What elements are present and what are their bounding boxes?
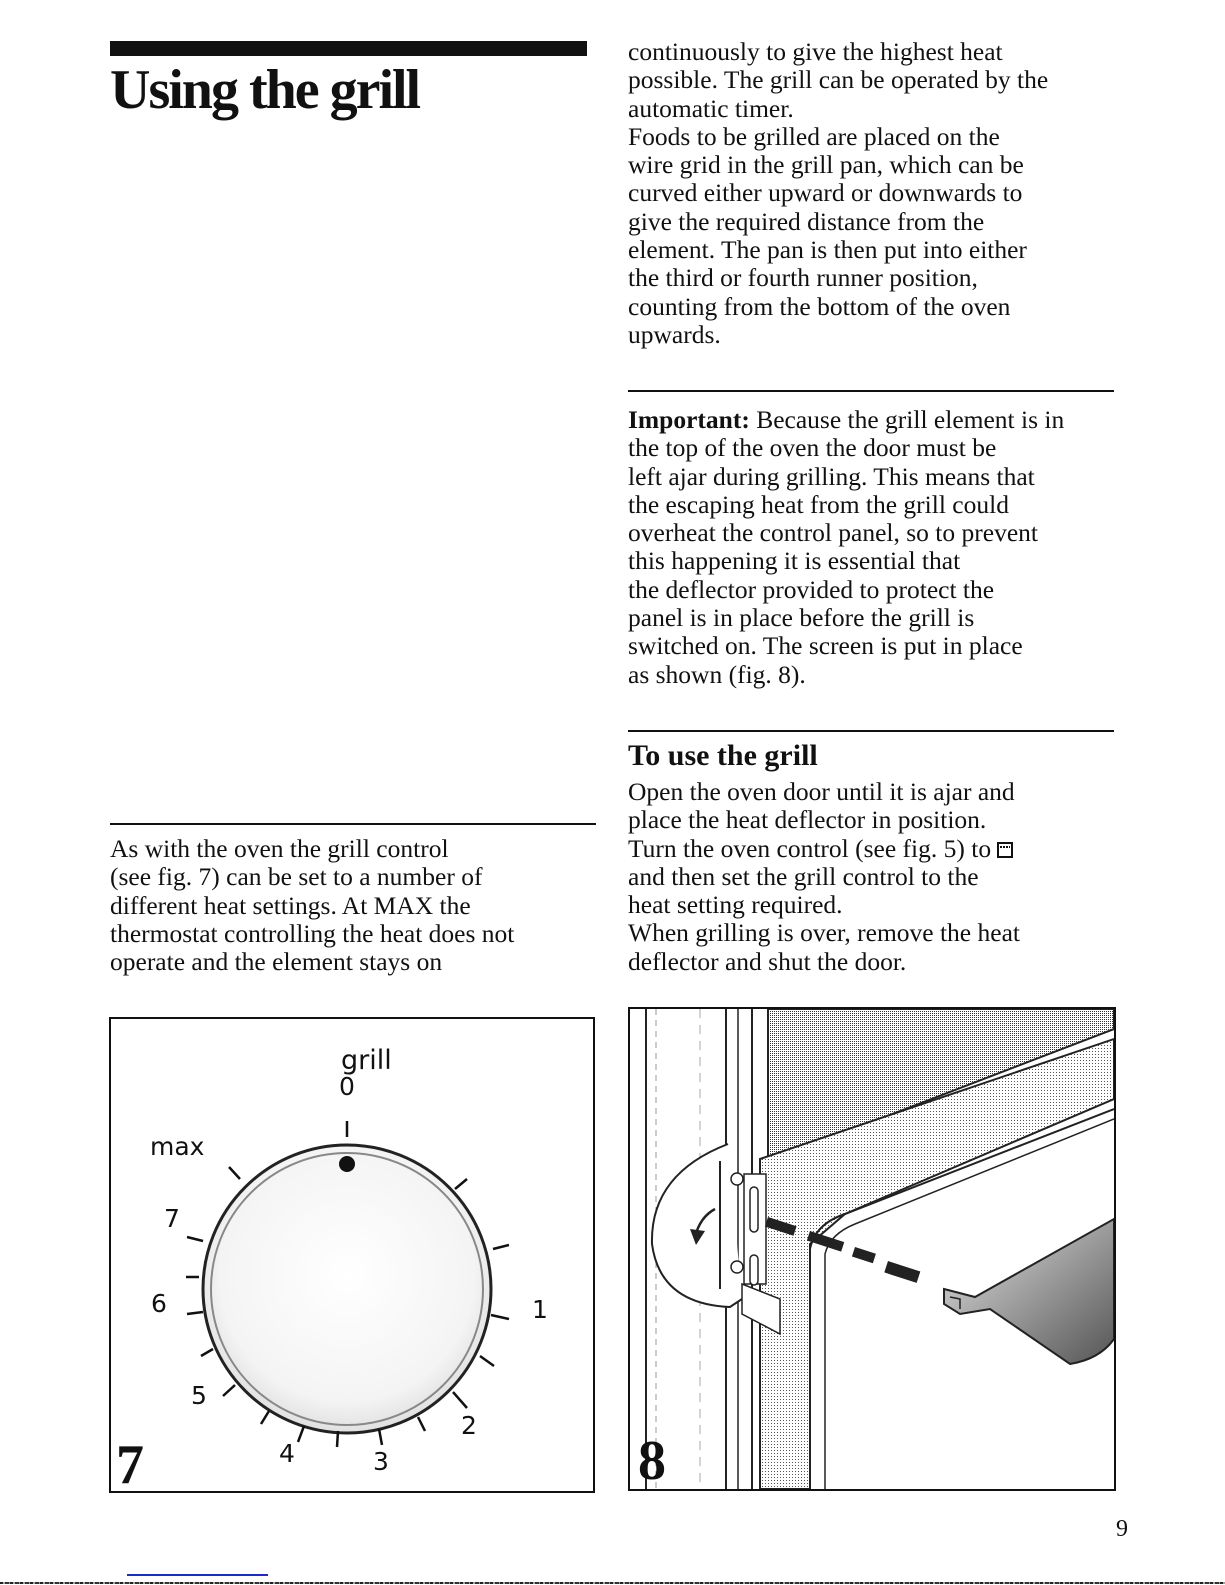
dial-label-5: 5: [191, 1381, 207, 1410]
important-first-line: Because the grill element is in: [749, 405, 1065, 434]
dial-label-3: 3: [373, 1447, 389, 1476]
text-line: panel is in place before the grill is: [628, 603, 975, 633]
text-line: Foods to be grilled are placed on the: [628, 121, 1000, 151]
text-line: the escaping heat from the grill could: [628, 489, 1009, 519]
dial-label-1: 1: [532, 1295, 548, 1324]
text-line: as shown (fig. 8).: [628, 659, 806, 689]
text-line: curved either upward or downwards to: [628, 178, 1023, 208]
title-rule: [110, 41, 587, 56]
scan-edge: [0, 1582, 1225, 1584]
dial-label-6: 6: [151, 1289, 167, 1318]
text-line: continuously to give the highest heat: [628, 37, 1003, 66]
link-underline: [127, 1574, 268, 1576]
text-line: automatic timer.: [628, 93, 794, 123]
section-divider: [628, 390, 1114, 392]
intro-paragraph: [628, 38, 1048, 349]
text-line: [628, 406, 1064, 434]
figure-8-heat-deflector: [628, 1007, 1116, 1491]
text-line: Turn the oven control (see fig. 5) to: [628, 835, 1020, 863]
dial-title: grill: [341, 1045, 392, 1076]
text-line: the top of the oven the door must be: [628, 433, 997, 463]
text-line: the deflector provided to protect the: [628, 574, 995, 604]
text-line: and then set the grill control to the: [628, 861, 979, 891]
page-number: 9: [1116, 1516, 1128, 1542]
text-line: element. The pan is then put into either: [628, 235, 1027, 265]
text-line: place the heat deflector in position.: [628, 805, 987, 835]
figure-7-grill-dial: [109, 1017, 595, 1493]
section-heading: To use the grill: [628, 739, 818, 772]
text-line: When grilling is over, remove the heat: [628, 918, 1020, 948]
text-line: the third or fourth runner position,: [628, 263, 978, 293]
text-line: (see fig. 7) can be set to a number of: [110, 862, 483, 892]
dial-label-4: 4: [279, 1439, 295, 1468]
text-line: wire grid in the grill pan, which can be: [628, 150, 1024, 180]
text-line: Open the oven door until it is ajar and: [628, 777, 1015, 806]
text-line: thermostat controlling the heat does not: [110, 918, 515, 948]
text-line: counting from the bottom of the oven: [628, 291, 1011, 321]
dial-label-0: 0: [339, 1072, 355, 1101]
text-line: switched on. The screen is put in place: [628, 631, 1023, 661]
text-line: As with the oven the grill control: [110, 834, 449, 863]
dial-label-7: 7: [164, 1204, 180, 1233]
text-line: left ajar during grilling. This means that: [628, 461, 1035, 491]
text-line: possible. The grill can be operated by the: [628, 65, 1049, 95]
grill-control-paragraph: [110, 835, 514, 976]
section-divider: [110, 823, 596, 825]
text-line: heat setting required.: [628, 890, 843, 920]
instructions-paragraph: [628, 778, 1020, 976]
figure-number: 7: [116, 1434, 144, 1493]
text-line: different heat settings. At MAX the: [110, 890, 471, 920]
dial-label-max: max: [150, 1132, 205, 1161]
section-divider: [628, 730, 1114, 732]
text-line: this happening it is essential that: [628, 546, 961, 576]
figure-number: 8: [638, 1430, 666, 1491]
text-line: upwards.: [628, 319, 721, 349]
text-line: deflector and shut the door.: [628, 946, 907, 976]
heat-deflector-illustration-icon: [630, 1009, 1114, 1489]
page-title: Using the grill: [110, 59, 420, 121]
important-paragraph: [628, 406, 1064, 689]
grill-symbol-icon: [997, 842, 1013, 858]
text-line: give the required distance from the: [628, 206, 985, 236]
dial-label-2: 2: [461, 1411, 477, 1440]
important-label: Important:: [628, 405, 750, 434]
text-line: overheat the control panel, so to prevent: [628, 518, 1038, 548]
text-line: operate and the element stays on: [110, 947, 443, 977]
